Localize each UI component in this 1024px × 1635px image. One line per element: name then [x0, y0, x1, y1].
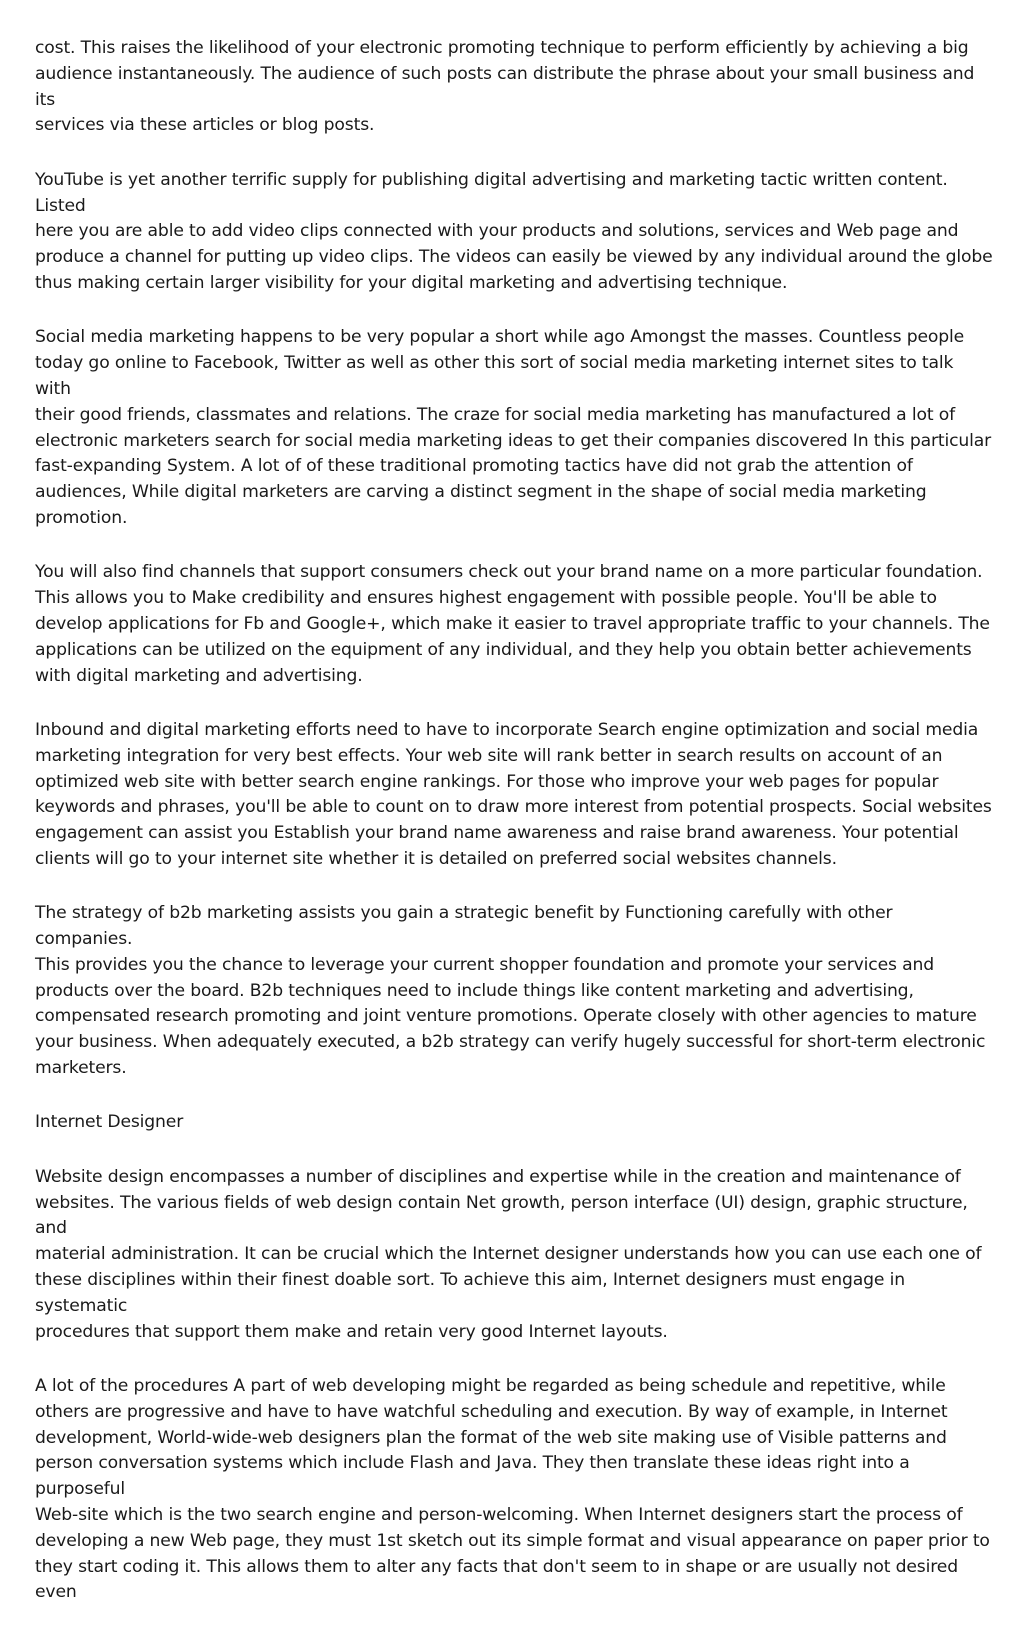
paragraph-b2b-marketing: The strategy of b2b marketing assists you gain a strategic benefit by Functioning carefully with other companies. This provides you the chance to leverage your current shopper foundation and promote your services and products over the board. B2b techniques need to include things like content marketing and advertising, compensated research promoting and joint venture promotions. Operate closely with other agencies to mature your business. When adequately executed, a b2b strategy can verify hugely successful for short-term electronic marketers.: [35, 903, 986, 1079]
section-heading-internet-designer: Internet Designer: [35, 1112, 184, 1133]
paragraph-web-procedures: A lot of the procedures A part of web developing might be regarded as being schedule and repetitive, while others are progressive and have to have watchful scheduling and execution. By way of example, in Internet development, World-wide-web designers plan the format of the web site making use of Visible patterns and person conversation systems which include Flash and Java. They then translate these ideas right into a purposeful Web-site which is the two search engine and person-welcoming. When Internet designers start the process of developing a new Web page, they must 1st sketch out its simple format and visual appearance on paper prior to they start coding it. This allows them to alter any facts that don't seem to in shape or are usually not desired even: [35, 1376, 990, 1603]
paragraph-youtube: YouTube is yet another terrific supply for publishing digital advertising and marketing tactic written content. Listed here you are able to add video clips connected with your products and solutions, services and Web page and produce a channel for putting up video clips. The videos can easily be viewed by any individual around the globe thus making certain larger visibility for your digital marketing and advertising technique.: [35, 169, 993, 293]
paragraph-social-media: Social media marketing happens to be very popular a short while ago Amongst the masses. Countless people today go online to Facebook, Twitter as well as other this sort of social media marketing internet sites to talk with their good friends, classmates and relations. The craze for social media marketing has manufactured a lot of electronic marketers search for social media marketing ideas to get their companies discovered In this particular fast-expanding System. A lot of of these traditional promoting tactics have did not grab the attention of audiences, While digital marketers are carving a distinct segment in the shape of social media marketing promotion.: [35, 327, 992, 528]
paragraph-online-posts: cost. This raises the likelihood of your electronic promoting technique to perform efficiently by achieving a big audience instantaneously. The audience of such posts can distribute the phrase about your small business and its services via these articles or blog posts.: [35, 38, 975, 136]
paragraph-channels: You will also find channels that support consumers check out your brand name on a more particular foundation. This allows you to Make credibility and ensures highest engagement with possible people. You'll be able to develop applications for Fb and Google+, which make it easier to travel appropriate traffic to your channels. The applications can be utilized on the equipment of any individual, and they help you obtain better achievements with digital marketing and advertising.: [35, 562, 990, 686]
paragraph-website-design: Website design encompasses a number of disciplines and expertise while in the creation and maintenance of websites. The various fields of web design contain Net growth, person interface (UI) design, graphic structure, and material administration. It can be crucial which the Internet designer understands how you can use each one of these disciplines within their finest doable sort. To achieve this aim, Internet designers must engage in systematic procedures that support them make and retain very good Internet layouts.: [35, 1166, 982, 1342]
paragraph-inbound-marketing: Inbound and digital marketing efforts need to have to incorporate Search engine optimization and social media marketing integration for very best effects. Your web site will rank better in search results on account of an optimized web site with better search engine rankings. For those who improve your web pages for popular keywords and phrases, you'll be able to count on to draw more interest from potential prospects. Social websites engagement can assist you Establish your brand name awareness and raise brand awareness. Your potential clients will go to your internet site whether it is detailed on preferred social websites channels.: [35, 719, 992, 869]
document-page: [35, 36, 993, 1635]
